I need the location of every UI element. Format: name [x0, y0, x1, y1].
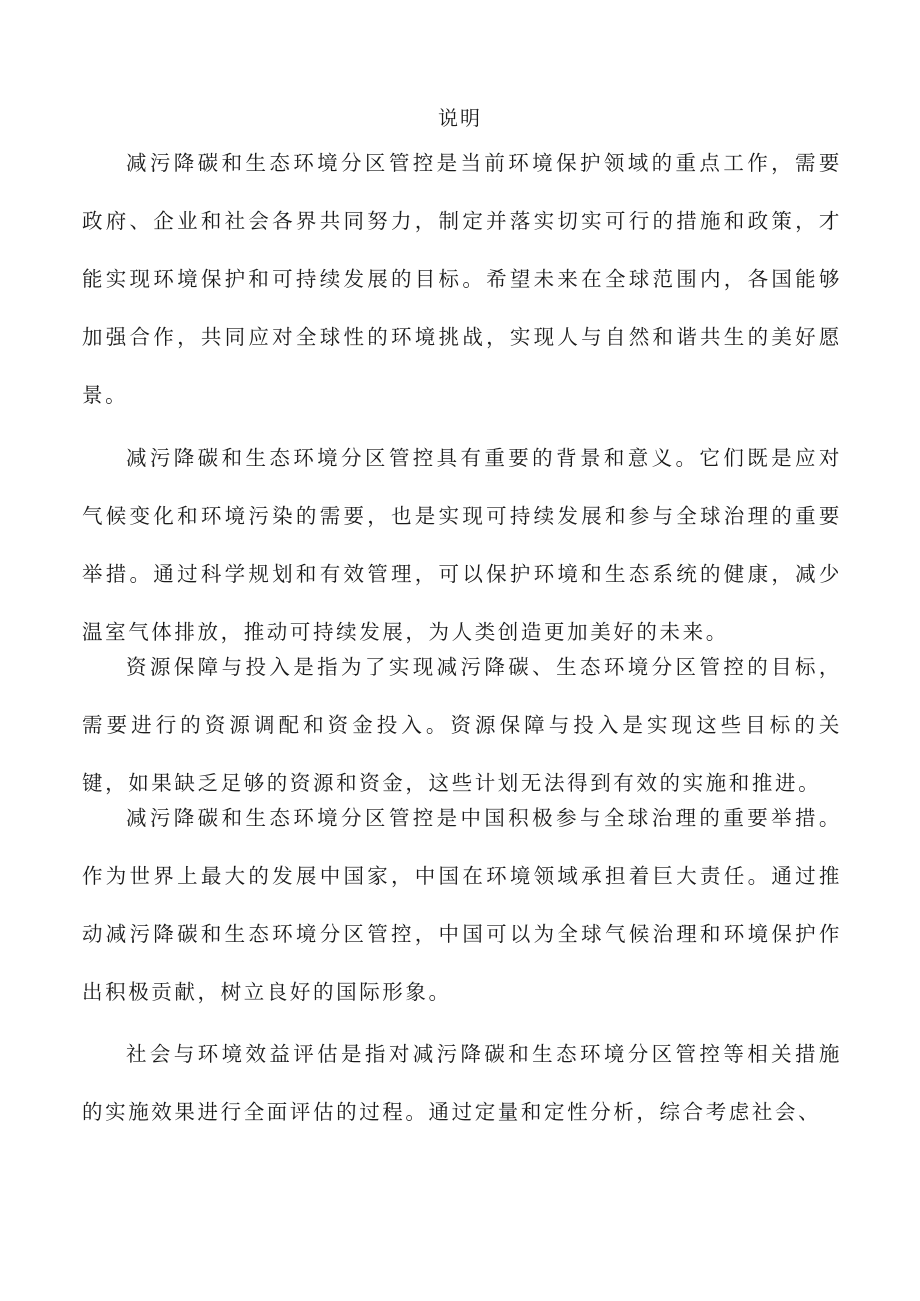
paragraph-4: 减污降碳和生态环境分区管控是中国积极参与全球治理的重要举措。作为世界上最大的发展中国家，中国在环境领域承担着巨大责任。通过推动减污降碳和生态环境分区管控，中国可以为全球气候治理和环境保护作出积极贡献，树立良好的国际形象。: [82, 806, 842, 1004]
paragraph-1: 减污降碳和生态环境分区管控是当前环境保护领域的重点工作，需要政府、企业和社会各界共同努力，制定并落实切实可行的措施和政策，才能实现环境保护和可持续发展的目标。希望未来在全球范围内，各国能够加强合作，共同应对全球性的环境挑战，实现人与自然和谐共生的美好愿景。: [82, 151, 842, 407]
paragraph-2: 减污降碳和生态环境分区管控具有重要的背景和意义。它们既是应对气候变化和环境污染的需要，也是实现可持续发展和参与全球治理的重要举措。通过科学规划和有效管理，可以保护环境和生态系统的健康，减少温室气体排放，推动可持续发展，为人类创造更加美好的未来。: [82, 446, 842, 644]
paragraph-3: 资源保障与投入是指为了实现减污降碳、生态环境分区管控的目标，需要进行的资源调配和资金投入。资源保障与投入是实现这些目标的关键，如果缺乏足够的资源和资金，这些计划无法得到有效的实施和推进。: [82, 655, 842, 795]
page-title: 说明: [438, 106, 482, 130]
paragraph-5: 社会与环境效益评估是指对减污降碳和生态环境分区管控等相关措施的实施效果进行全面评估的过程。通过定量和定性分析，综合考虑社会、: [82, 1042, 842, 1124]
